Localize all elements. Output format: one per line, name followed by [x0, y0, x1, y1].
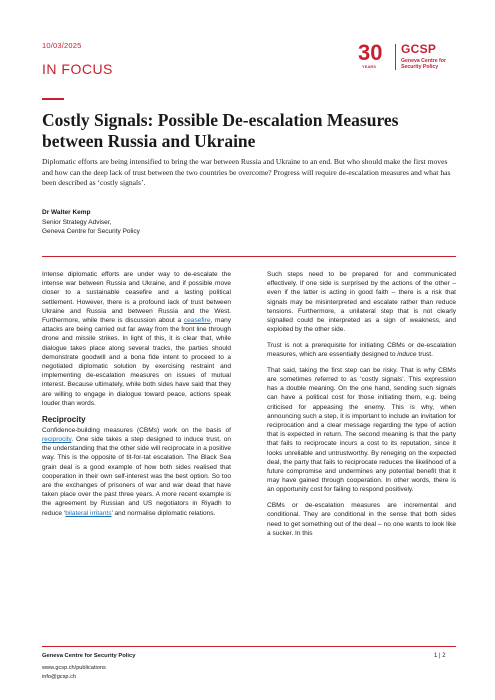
- body-column-left: [42, 270, 231, 524]
- author-role: Senior Strategy Adviser,: [42, 218, 112, 226]
- body-text: ’ and normalise diplomatic relations.: [111, 509, 216, 517]
- page-number: 1 | 2: [434, 653, 446, 659]
- body-text: trust.: [416, 351, 433, 359]
- title-accent-rule: [42, 98, 64, 100]
- body-text: Intense diplomatic efforts are under way to de-escalate the intense war between Russia and Ukraine, and if possible move closer to a sustainable ceasefire and a lasting political settlement. However, there is a profound lack of trust between Ukraine and Russia and between Russia and the West. Furthermore, while there is discussion about a: [42, 271, 231, 325]
- bilateral-irritants-link[interactable]: bilateral irritants: [65, 509, 112, 517]
- body-paragraph: Such steps need to be prepared for and communicated effectively. If one side is surprised by the actions of the other – even if the latter is acting in good faith – there is a risk that signals may be misinterpreted and escalate rather than reduce tensions. Furthermore, a unilateral step that is not clearly signalled could be interpreted as a sign of weakness, and exploited by the other side.: [267, 271, 456, 334]
- logo-brand: GCSP: [401, 42, 437, 56]
- footer-divider: [42, 646, 456, 647]
- article-lead: Diplomatic efforts are being intensified to bring the war between Russia and Ukraine to an end. But who should make the first moves and how can the deep lack of trust between the two countries be overcome? Progress will require de-escalation measures and what has been described as ‘costly signals’.: [42, 157, 451, 188]
- section-label: IN FOCUS: [42, 61, 113, 77]
- body-text: Trust is not a prerequisite for initiating CBMs or de-escalation measures, which are essentially designed to: [267, 341, 456, 359]
- body-paragraph: [267, 341, 456, 359]
- body-paragraph: [42, 426, 231, 518]
- footer-website-link[interactable]: www.gcsp.ch/publications: [42, 665, 106, 671]
- logo-subtitle-line1: Geneva Centre for: [401, 58, 446, 64]
- body-paragraph: CBMs or de-escalation measures are incremental and conditional. They are conditional in the sense that both sides need to get something out of the deal – no one wants to look like a sucker. In this: [267, 502, 456, 537]
- article-title: Costly Signals: Possible De-escalation Measures between Russia and Ukraine: [42, 110, 399, 151]
- author-block: [42, 208, 140, 237]
- logo-anniversary-number: 30: [358, 40, 383, 65]
- body-text: Confidence-building measures (CBMs) work on the basis of: [42, 426, 231, 434]
- author-name: Dr Walter Kemp: [42, 209, 91, 216]
- body-paragraph: That said, taking the first step can be risky. That is why CBMs are sometimes referred to as ‘costly signals’. This expression has a double meaning. On the one hand, sending such signals can have a political cost for those initiating them, e.g. being criticised for appeasing the enemy. This is why, when announcing such a step, it is important to include an invitation for reciprocation and a clear message regarding the type of action that is expected in return. The second meaning is that the party that fails to reciprocate incurs a cost to its reputation, since it looks unreliable and untrustworthy. By reneging on the expected deal, the party that fails to reciprocate reduces the likelihood of a future compromise and undermines any potential benefit that it may have gained through cooperation. In other words, there is an opportunity cost for failing to respond positively.: [267, 366, 456, 494]
- logo-divider: [395, 44, 396, 70]
- footer-organization: Geneva Centre for Security Policy: [42, 653, 136, 659]
- gcsp-logo[interactable]: [358, 41, 458, 75]
- body-text: . One side takes a step designed to induce trust, on the understanding that the other side will reciprocate in a positive way. This is the opposite of tit-for-tat escalation. The Black Sea grain deal is a good example of how both sides realised that cooperation in their own self-interest was the best option. So too are the exchanges of prisoners of war and war dead that have taken place over the past three years. A more recent example is the agreement by Russian and US negotiators in Riyadh to reduce ‘: [42, 435, 231, 517]
- section-heading-reciprocity: Reciprocity: [42, 414, 86, 424]
- publication-date: 10/03/2025: [42, 41, 82, 50]
- footer-email-link[interactable]: info@gcsp.ch: [42, 674, 76, 680]
- body-column-right: [267, 270, 456, 544]
- body-text: , many attacks are being carried out far away from the front line through drone and missile strikes. In light of this, it is clear that, while dialogue takes place along several tracks, the parties should demonstrate goodwill and a bona fide intent to proceed to a negotiated diplomatic solution by exercising restraint and implementing de-escalation measures on issues of mutual interest. Because ultimately, while both sides have said that they are willing to engage in dialogue toward peace, actions speak louder than words.: [42, 317, 231, 407]
- reciprocity-link[interactable]: reciprocity: [42, 435, 72, 443]
- author-org: Geneva Centre for Security Policy: [42, 228, 140, 235]
- ceasefire-link[interactable]: ceasefire: [183, 317, 211, 325]
- logo-subtitle-line2: Security Policy: [401, 64, 439, 70]
- content-divider-top: [42, 256, 456, 257]
- emphasis-text: induce: [397, 351, 417, 359]
- body-paragraph: [42, 270, 231, 408]
- logo-years-label: YEARS: [362, 65, 377, 69]
